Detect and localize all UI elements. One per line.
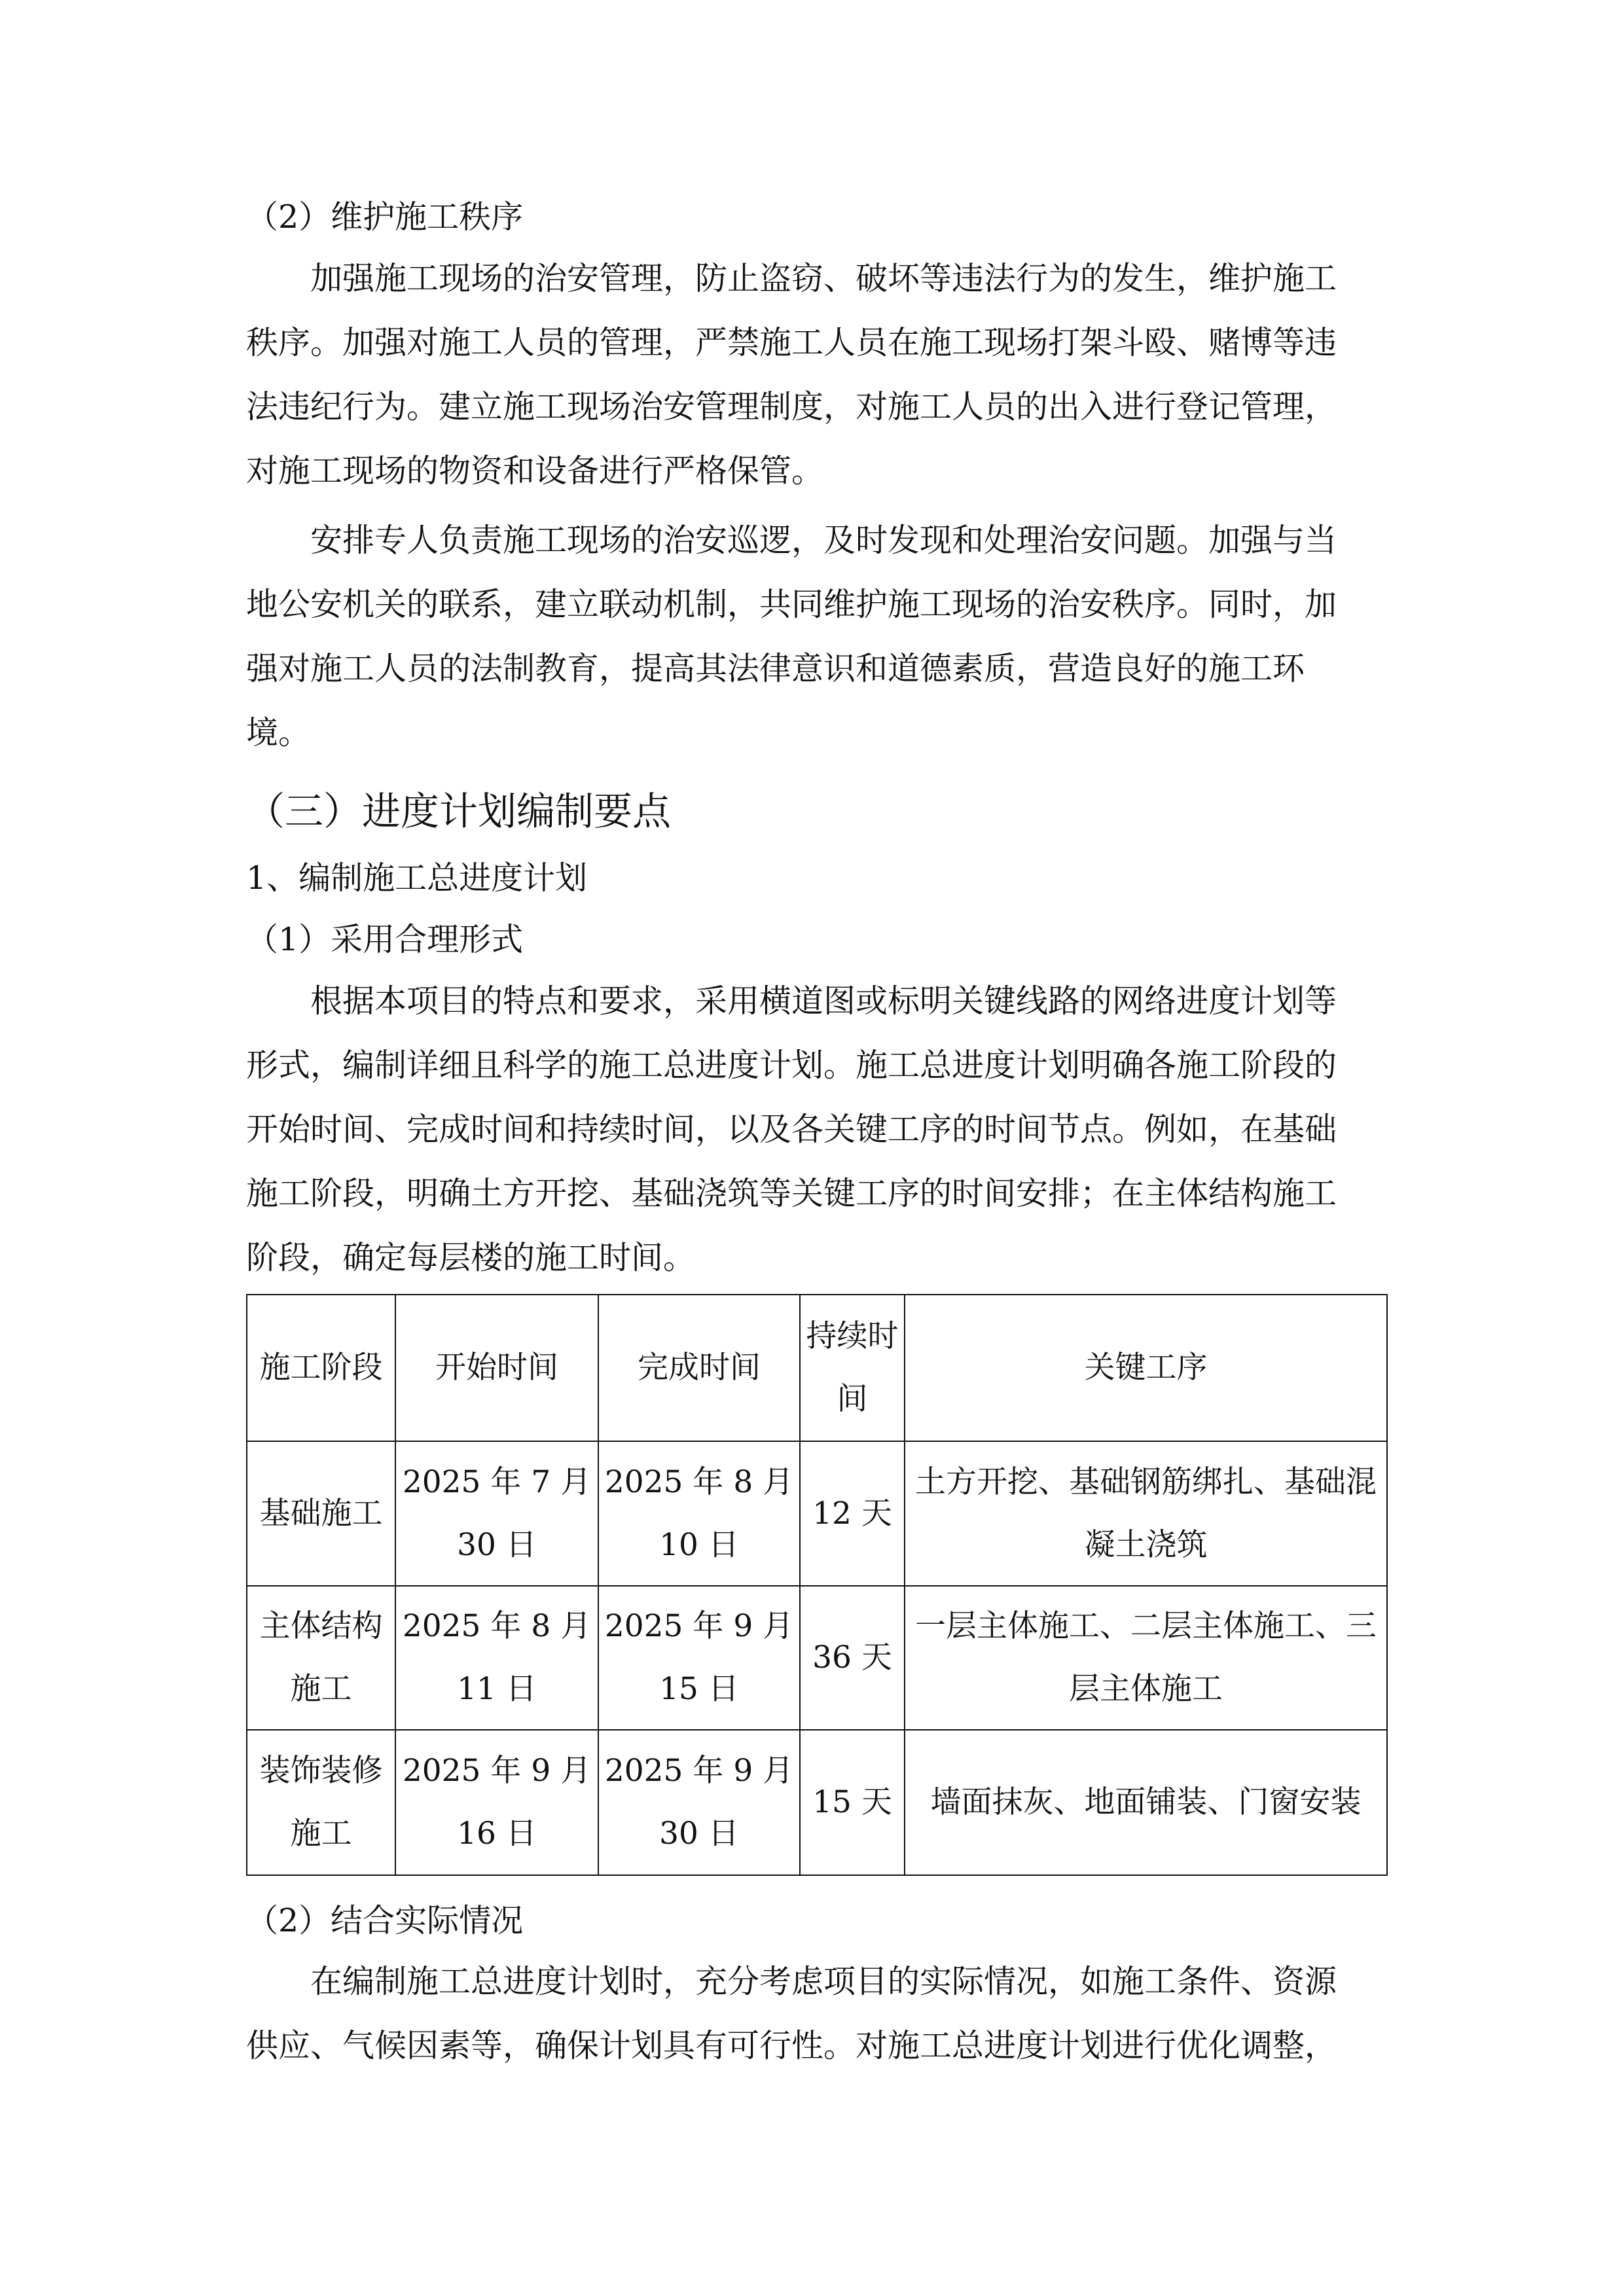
para3-line-5: 阶段，确定每层楼的施工时间。	[246, 1239, 696, 1276]
subheading-total-schedule: 1、编制施工总进度计划	[246, 859, 588, 897]
para4-line-1: 在编制施工总进度计划时，充分考虑项目的实际情况，如施工条件、资源	[310, 1963, 1337, 2000]
cell-start: 2025 年 7 月 30 日	[395, 1441, 598, 1586]
para4-line-2: 供应、气候因素等，确保计划具有可行性。对施工总进度计划进行优化调整，	[246, 2027, 1337, 2064]
para2-line-2: 地公安机关的联系，建立联动机制，共同维护施工现场的治安秩序。同时，加	[246, 586, 1337, 623]
para3-line-2: 形式，编制详细且科学的施工总进度计划。施工总进度计划明确各施工阶段的	[246, 1047, 1337, 1084]
cell-stage: 基础施工	[247, 1441, 395, 1586]
para2-line-3: 强对施工人员的法制教育，提高其法律意识和道德素质，营造良好的施工环	[246, 650, 1305, 687]
para1-line-4: 对施工现场的物资和设备进行严格保管。	[246, 452, 824, 490]
header-cell-start: 开始时间	[395, 1295, 598, 1441]
para3-line-3: 开始时间、完成时间和持续时间，以及各关键工序的时间节点。例如，在基础	[246, 1111, 1337, 1148]
cell-start: 2025 年 9 月 16 日	[395, 1730, 598, 1875]
section-title-maintain-order: （2）维护施工秩序	[246, 198, 524, 236]
schedule-table	[246, 1294, 1388, 1876]
subheading-actual-situation: （2）结合实际情况	[246, 1902, 524, 1939]
cell-end: 2025 年 8 月 10 日	[598, 1441, 800, 1586]
header-cell-key-process: 关键工序	[905, 1295, 1387, 1441]
cell-key-process: 墙面抹灰、地面铺装、门窗安装	[905, 1730, 1387, 1875]
cell-stage: 装饰装修施工	[247, 1730, 395, 1875]
heading-schedule-points: （三）进度计划编制要点	[246, 789, 672, 834]
para1-line-1: 加强施工现场的治安管理，防止盗窃、破坏等违法行为的发生，维护施工	[310, 260, 1337, 297]
cell-duration: 15 天	[800, 1730, 905, 1875]
table-row	[247, 1730, 1387, 1875]
subheading-reasonable-form: （1）采用合理形式	[246, 921, 524, 958]
para2-line-4: 境。	[246, 714, 311, 751]
cell-end: 2025 年 9 月 15 日	[598, 1586, 800, 1730]
cell-key-process: 土方开挖、基础钢筋绑扎、基础混凝土浇筑	[905, 1441, 1387, 1586]
cell-duration: 36 天	[800, 1586, 905, 1730]
cell-duration: 12 天	[800, 1441, 905, 1586]
cell-end: 2025 年 9 月 30 日	[598, 1730, 800, 1875]
cell-start: 2025 年 8 月 11 日	[395, 1586, 598, 1730]
cell-key-process: 一层主体施工、二层主体施工、三层主体施工	[905, 1586, 1387, 1730]
para1-line-3: 法违纪行为。建立施工现场治安管理制度，对施工人员的出入进行登记管理，	[246, 388, 1337, 425]
table-row	[247, 1586, 1387, 1730]
table-header-row	[247, 1295, 1387, 1441]
para2-line-1: 安排专人负责施工现场的治安巡逻，及时发现和处理治安问题。加强与当	[310, 522, 1337, 559]
header-cell-duration: 持续时间	[800, 1295, 905, 1441]
para3-line-4: 施工阶段，明确土方开挖、基础浇筑等关键工序的时间安排；在主体结构施工	[246, 1175, 1337, 1212]
table-row	[247, 1441, 1387, 1586]
header-cell-end: 完成时间	[598, 1295, 800, 1441]
para3-line-1: 根据本项目的特点和要求，采用横道图或标明关键线路的网络进度计划等	[310, 982, 1337, 1020]
cell-stage: 主体结构施工	[247, 1586, 395, 1730]
para1-line-2: 秩序。加强对施工人员的管理，严禁施工人员在施工现场打架斗殴、赌博等违	[246, 324, 1337, 361]
header-cell-stage: 施工阶段	[247, 1295, 395, 1441]
